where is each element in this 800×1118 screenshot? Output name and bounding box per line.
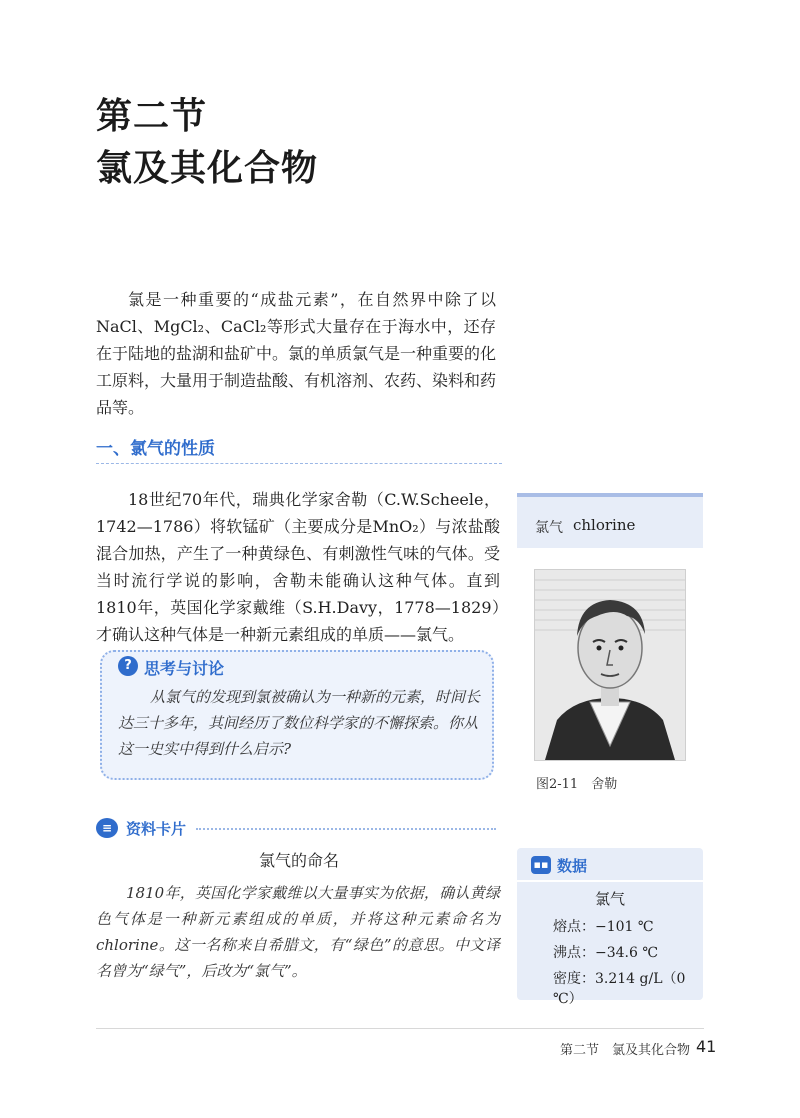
data-box-title: 数据	[557, 857, 588, 875]
page-title: 氯及其化合物	[96, 148, 319, 189]
running-title: 第二节 氯及其化合物	[559, 1043, 690, 1058]
think-and-discuss-box	[100, 650, 494, 780]
data-icon: ▪▪	[531, 856, 551, 874]
term-chinese: 氯气	[535, 520, 563, 536]
boiling-point: 沸点：−34.6 ℃	[553, 945, 659, 961]
term-box	[517, 493, 703, 548]
card-icon: ≡	[96, 818, 118, 838]
page-number: 41	[696, 1037, 717, 1056]
heading-divider	[96, 463, 502, 464]
think-box-text: 从氯气的发现到氯被确认为一种新的元素，时间长达三十多年，其间经历了数位科学家的不懈探索。你从这一史实中得到什么启示?	[118, 688, 481, 758]
card-wave-border	[96, 992, 502, 1000]
material-card-text: 1810年，英国化学家戴维以大量事实为依据，确认黄绿色气体是一种新元素组成的单质，并将这种元素命名为chlorine。这一名称来自希腊文，有“绿色”的意思。中文译名曾为“绿气”，后改为“氯气”。	[96, 884, 500, 980]
footer-divider	[96, 1028, 704, 1029]
material-card-heading: 氯气的命名	[258, 851, 339, 870]
question-icon: ?	[118, 656, 138, 676]
material-card-title: 资料卡片	[126, 820, 187, 838]
melting-point: 熔点：−101 ℃	[553, 919, 654, 935]
term-english: chlorine	[573, 516, 636, 534]
history-paragraph: 18世纪70年代，瑞典化学家舍勒（C.W.Scheele，1742—1786）将软锰矿（主要成分是MnO₂）与浓盐酸混合加热，产生了一种黄绿色、有刺激性气味的气体。受当时流行学说的影响，舍勒未能确认这种气体。直到1810年，英国化学家戴维（S.H.Davy，1778—1829）才确认这种气体是一种新元素组成的单质——氯气。	[96, 490, 500, 644]
density: 密度：3.214 g/L（0 ℃）	[553, 971, 686, 1007]
portrait-illustration	[535, 570, 685, 760]
figure-caption: 图2-11 舍勒	[536, 777, 618, 792]
card-divider	[196, 828, 496, 830]
section-number: 第二节	[96, 96, 208, 137]
data-divider	[517, 880, 703, 882]
data-substance: 氯气	[594, 890, 625, 908]
think-box-title: 思考与讨论	[144, 659, 225, 678]
data-box	[517, 848, 703, 1007]
section-heading: 一、氯气的性质	[96, 439, 215, 459]
intro-paragraph: 氯是一种重要的“成盐元素”，在自然界中除了以NaCl、MgCl₂、CaCl₂等形式大量存在于海水中，还存在于陆地的盐湖和盐矿中。氯的单质氯气是一种重要的化工原料，大量用于制造盐酸、有机溶剂、农药、染料和药品等。	[96, 290, 497, 417]
scheele-portrait	[534, 569, 686, 761]
